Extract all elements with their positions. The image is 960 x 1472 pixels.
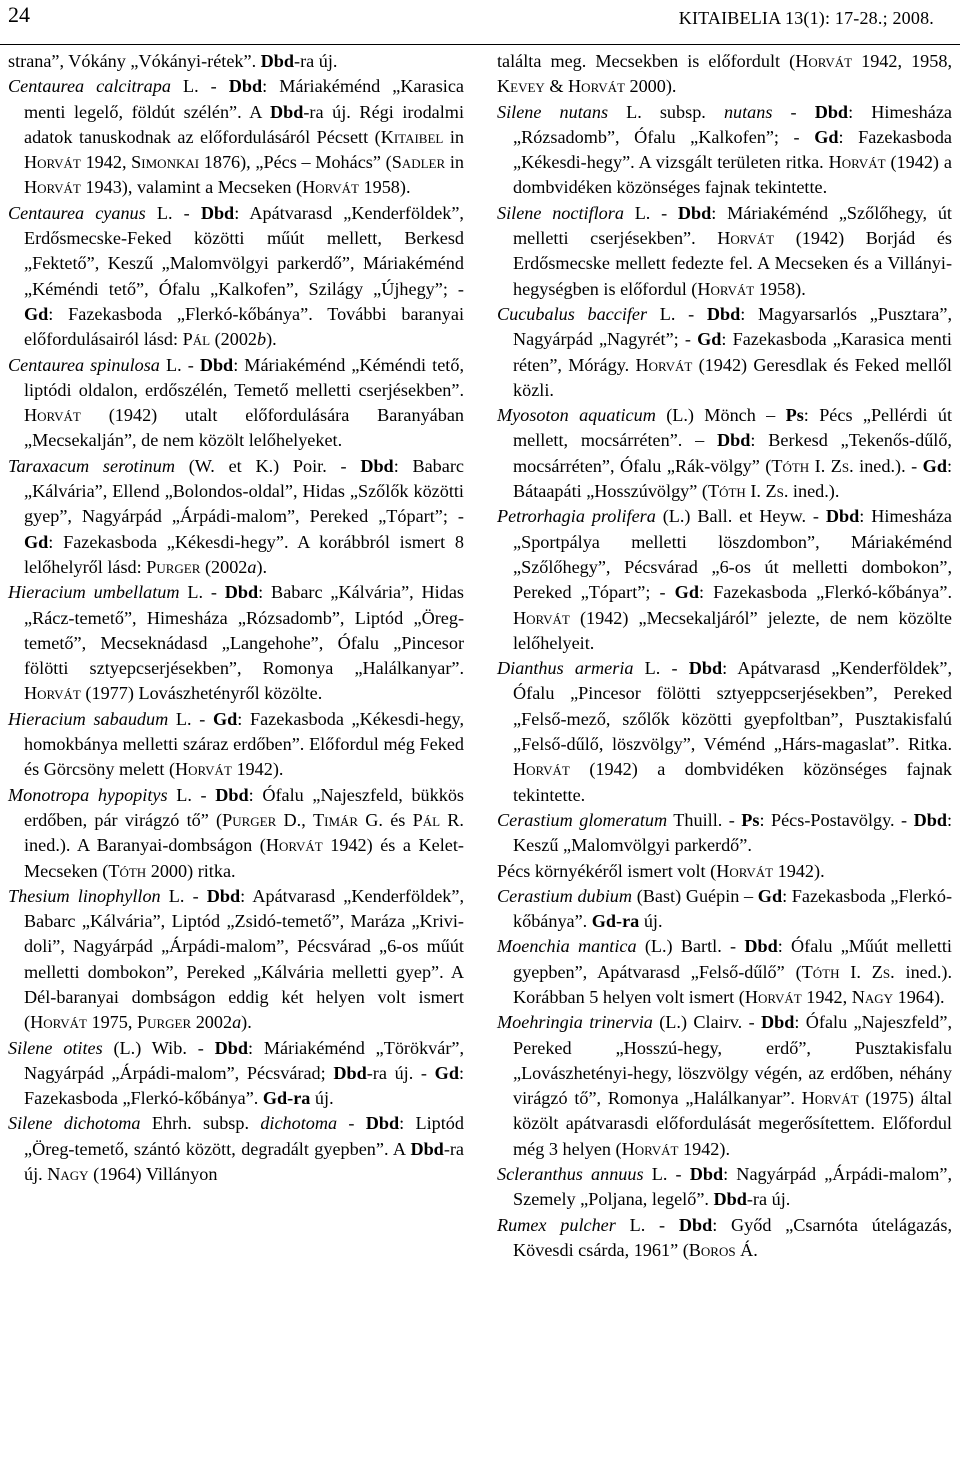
small-caps-name: Kitaibel [380, 126, 444, 147]
small-caps-name: Horvát [513, 607, 570, 628]
entry-text: 1942) és a Kelet-Mecseken ( [24, 835, 464, 881]
bold-text: Dbd [688, 658, 723, 679]
bold-text: Gd-ra [591, 911, 640, 932]
small-caps-name: Horvát [265, 835, 323, 856]
entry-text: 1942). [773, 860, 825, 881]
entry-text: - [772, 101, 815, 122]
small-caps-name: Zs [830, 455, 850, 476]
entry-text: (Bast) Guépin – [632, 885, 758, 906]
italic-text: Cerastium glomeratum [497, 809, 668, 830]
italic-text: Taraxacum serotinum [8, 455, 175, 476]
entry-text: (2002 [200, 556, 248, 577]
entry-text: L. - [167, 784, 216, 805]
text-paragraph [8, 49, 464, 74]
entry-text: I. [809, 455, 831, 476]
entry-text: - [337, 1113, 366, 1134]
species-entry [497, 656, 952, 808]
entry-text: R. ined.). A Baranyai-dombságon ( [24, 809, 464, 856]
italic-text: Moenchia mantica [497, 936, 637, 957]
bold-text: Dbd [228, 76, 263, 97]
entry-text: strana”, Vókány „Vókányi-rétek”. [8, 51, 261, 71]
entry-text: 1876), „Pécs – Mohács” ( [199, 152, 392, 173]
entry-text: L. - [647, 303, 707, 324]
entry-text: (1942) utalt előfordulására Baranyában „Mecsekalján”, de nem közölt lelőhelyeket. [24, 405, 464, 451]
entry-text: : Máriakéménd „Törökvár”, Nagyárpád „Árpádi-malom”, Pécsvárad; [24, 1037, 465, 1083]
entry-text: L. - [170, 76, 229, 97]
bold-text: Gd [212, 708, 238, 729]
entry-text: . ined.). Korábban 5 helyen volt ismert ( [513, 961, 952, 1007]
bold-text: Gd [674, 582, 699, 603]
bold-text: Dbd [677, 202, 712, 223]
entry-text: I. [745, 481, 766, 502]
italic-text: dichotoma [260, 1113, 338, 1134]
italic-text: Hieracium umbellatum [8, 582, 180, 603]
entry-text: -ra új. [746, 1189, 791, 1210]
bold-text: Gd [814, 126, 839, 147]
bold-text: Dbd [215, 784, 249, 805]
left-column [8, 49, 464, 1187]
species-entry [8, 353, 464, 454]
entry-text: Pécs környékéről ismert volt ( [497, 860, 717, 881]
small-caps-name: Horvát [24, 683, 81, 704]
small-caps-name: Horvát [24, 152, 81, 173]
italic-text: Centaurea spinulosa [8, 354, 160, 375]
entry-text: (L.) Ball. et Heyw. - [655, 506, 826, 527]
entry-text: 1958). [358, 177, 411, 198]
entry-text: (L.) Wib. - [102, 1037, 215, 1058]
species-entry [8, 201, 464, 353]
italic-text: Silene nutans [497, 101, 609, 122]
entry-text: Ehrh. subsp. [140, 1113, 261, 1134]
entry-text: (L.) Bartl. - [636, 936, 745, 957]
entry-text: (1942) Borjád és Erdősmecske mellett fedezte fel. A Mecseken és a Villányi-hegységben is előfordul ( [513, 228, 952, 299]
entry-text: : Ófalu „Najeszfeld, bükkös erdőben, pár virágzó tő” ( [24, 784, 465, 830]
small-caps-name: Kevey [497, 76, 545, 97]
entry-text: : Babarc „Kálvária”, Ellend „Bolondos-oldal”, Hidas „Szőlők közötti gyep”, Nagyárpád „Árpádi-malom”, Pereked „Tópart”; - [24, 455, 464, 527]
entry-text: & [544, 76, 569, 97]
small-caps-name: Timár [313, 809, 359, 830]
species-entry [497, 302, 952, 403]
entry-text: 1958). [754, 278, 806, 299]
bold-text: Dbd [760, 1012, 795, 1033]
species-entry [497, 934, 952, 1010]
entry-text: I. [839, 961, 872, 982]
entry-text: L. - [159, 354, 200, 375]
entry-text: : Nagyárpád „Árpádi-malom”, Szemely „Poljana, legelő”. [513, 1164, 952, 1210]
italic-text: Monotropa hypopitys [8, 784, 168, 805]
entry-text: (1942) a dombvidéken közönséges fajnak tekintette. [513, 152, 952, 198]
species-entry [497, 504, 952, 656]
small-caps-name: Horvát [24, 177, 81, 198]
entry-text: 1964). [893, 986, 945, 1007]
bold-text: Dbd [214, 1037, 248, 1058]
bold-text: Dbd [206, 885, 241, 906]
bold-text: Dbd [410, 1138, 444, 1159]
italic-text: Petrorhagia prolifera [497, 506, 656, 527]
species-entry [497, 1010, 952, 1162]
bold-text: Dbd [224, 582, 259, 603]
entry-text: 1943), valamint a Mecseken ( [80, 177, 303, 198]
entry-text: (2002 [210, 329, 258, 350]
bold-text: Ps [785, 405, 804, 426]
entry-text: (L.) Clairv. - [652, 1012, 761, 1033]
species-entry [497, 1162, 952, 1213]
entry-text: (1942) a dombvidéken közönséges fajnak tekintette. [513, 759, 952, 805]
entry-text: . ined.). [783, 481, 840, 502]
page-header [0, 0, 960, 45]
entry-text: -ra új. - [366, 1062, 435, 1083]
species-entry [8, 580, 464, 706]
small-caps-name: Sadler [391, 152, 446, 173]
page-number: 24 [8, 2, 30, 27]
bold-text: Gd-ra [262, 1088, 311, 1109]
bold-text: Dbd [199, 354, 234, 375]
italic-text: Silene otites [8, 1037, 103, 1058]
entry-text: : Berkesd „Tekenős-dűlő, mocsárréten”, Ófalu „Rák-völgy” ( [513, 430, 952, 476]
small-caps-name: Horvát [697, 278, 755, 299]
bold-text: Dbd [814, 101, 849, 122]
entry-text: : Babarc „Kálvária”, Hidas „Rácz-temető”, Himesháza „Rózsadomb”, Liptód „Öreg-temető”, Mecseknádasd „Langehohe”, Ófalu „Pincesor fölötti sztyepcserjésekben”, Romonya „Halálkanyar”. [24, 582, 464, 679]
species-entry [8, 74, 464, 200]
small-caps-name: Horvát [24, 405, 81, 426]
italic-text: Scleranthus annuus [497, 1164, 644, 1185]
entry-text: : Fazekasboda „Kékesdi-hegy, homokbánya melletti száraz erdőben”. Előfordul még Feked és Görcsöny melett ( [24, 708, 465, 780]
small-caps-name: Purger [136, 1012, 192, 1033]
entry-text: : Fazekasboda „Flerkó-kőbánya”. [24, 1062, 464, 1109]
entry-text: G. és [358, 809, 413, 830]
entry-text: 1942, [801, 986, 852, 1007]
entry-text: (1977) Lovászhetényről közölte. [80, 683, 323, 704]
italic-text: a [232, 1012, 242, 1033]
bold-text: Gd [697, 329, 722, 350]
italic-text: Cerastium dubium [497, 885, 633, 906]
entry-text: : Fazekasboda „Karasica menti réten”, Mórágy. [513, 329, 952, 375]
entry-text: D., [276, 809, 313, 830]
italic-text: Myosoton aquaticum [497, 405, 656, 426]
entry-text: Á. [735, 1239, 758, 1260]
italic-text: Centaurea cyanus [8, 202, 146, 223]
entry-text: új. [639, 911, 663, 932]
species-entry [8, 707, 464, 783]
entry-text: : Magyarsarlós „Pusztara”, Nagyárpád „Nagyrét”; - [513, 303, 952, 350]
bold-text: Dbd [713, 1189, 747, 1210]
small-caps-name: Horvát [175, 759, 232, 780]
bold-text: Ps [741, 809, 760, 830]
species-entry [497, 403, 952, 504]
entry-text: (1964) Villányon [88, 1164, 218, 1185]
entry-text: L. - [168, 708, 213, 729]
entry-text: L. - [179, 582, 225, 603]
entry-text: 1942). [678, 1138, 730, 1159]
entry-text: 2002 [191, 1012, 233, 1033]
entry-text: : Fazekasboda „Flerkó-kőbánya”. További baranyai előfordulásairól lásd: [24, 303, 464, 350]
bold-text: Gd [434, 1062, 459, 1083]
entry-text: találta meg. Mecsekben is előfordult ( [497, 51, 796, 71]
text-paragraph [497, 859, 952, 884]
bold-text: Dbd [200, 202, 235, 223]
italic-text: Silene noctiflora [497, 202, 624, 223]
species-entry [8, 1111, 464, 1187]
bold-text: Dbd [706, 303, 741, 324]
small-caps-name: Horvát [716, 860, 774, 881]
entry-text: ). [256, 556, 268, 577]
bold-text: Dbd [260, 51, 295, 71]
entry-text: in [443, 126, 464, 147]
entry-text: -ra új. Régi irodalmi adatok tanuskodnak az előfordulásáról Pécsett ( [24, 101, 464, 147]
entry-text: : Győd „Csarnóta útelágazás, Kövesdi csárda, 1961” ( [513, 1214, 952, 1260]
italic-text: Thesium linophyllon [8, 885, 161, 906]
small-caps-name: Horvát [828, 152, 886, 173]
entry-text: 1942). [231, 759, 284, 780]
entry-text: . ined.). - [849, 455, 923, 476]
italic-text: Hieracium sabaudum [8, 708, 169, 729]
entry-text: Thuill. - [667, 809, 742, 830]
small-caps-name: Nagy [851, 986, 894, 1007]
entry-text: : Máriakéménd „Kéméndi tető, liptódi oldalon, erdőszélén, Temető melletti cserjésekben”. [24, 354, 464, 400]
small-caps-name: Simonkai [131, 152, 200, 173]
small-caps-name: Purger [222, 809, 277, 830]
entry-text: : Liptód „Öreg-temető, szántó között, degradált gyepben”. A [24, 1113, 464, 1159]
species-entry [8, 1036, 464, 1112]
bold-text: Dbd [333, 1062, 367, 1083]
entry-text: L. - [160, 885, 207, 906]
entry-text: 1975, [86, 1012, 137, 1033]
entry-text: : Fazekasboda „Kékesdi-hegy”. A korábbról ismert 8 lelőhelyről lásd: [24, 531, 464, 577]
entry-text: : Fazekasboda „Flerkó-kőbánya”. [513, 885, 952, 932]
entry-text: (L.) Mönch – [655, 405, 786, 426]
italic-text: Rumex pulcher [497, 1214, 616, 1235]
entry-text: : Keszű „Malomvölgyi parkerdő”. [513, 809, 953, 856]
entry-text: (W. et K.) Poir. - [175, 455, 361, 476]
small-caps-name: Zs [871, 961, 891, 982]
small-caps-name: Tóth [771, 455, 810, 476]
entry-text: L. - [623, 202, 678, 223]
entry-text: : Fazekasboda „Kékesdi-hegy”. A vizsgált területen ritka. [513, 126, 953, 173]
italic-text: Moehringia trinervia [497, 1012, 653, 1033]
entry-text: : Apátvarasd „Kenderföldek”, Babarc „Kálvária”, Liptód „Zsidó-temető”, Maráza „Krivi-doli”, Nagyárpád „Árpádi-malom”, Pécsvárad „6-os műút melletti dombokon”, Pereked „Kálvária melletti gyep”. A Dél-baranyai dombságon eddig két helyen volt ismert ( [24, 885, 464, 1033]
small-caps-name: Nagy [47, 1164, 89, 1185]
small-caps-name: Horvát [513, 759, 570, 780]
entry-text: : Himesháza „Sportpálya melletti löszdombon”, Máriakéménd „Szőlőhegy”, Pécsvárad „6-os út melletti dombokon”, Pereked „Tópart”; - [513, 506, 952, 603]
text-paragraph [497, 49, 952, 100]
entry-text: : Pécs-Postavölgy. - [759, 809, 914, 830]
entry-text: (1942) Geresdlak és Feked mellől közli. [513, 354, 952, 400]
italic-text: nutans [723, 101, 773, 122]
journal-reference: KITAIBELIA 13(1): 17-28.; 2008. [678, 8, 934, 28]
entry-text: új. [310, 1088, 334, 1109]
small-caps-name: Pál [182, 329, 211, 350]
right-column [497, 49, 952, 1263]
species-entry [497, 884, 952, 935]
entry-text: : Ófalu „Najeszfeld”, Pereked „Hosszú-hegy, erdő”, Pusztakisfalu „Lovászhetényi-hegy, löszvölgy végén, az erdőben, néhány virágzó tő”, Romonya „Halálkanyar”. [513, 1012, 952, 1109]
small-caps-name: Horvát [801, 1088, 859, 1109]
bold-text: Dbd [360, 455, 394, 476]
entry-text: L. subsp. [608, 101, 724, 122]
entry-text: : Himesháza „Rózsadomb”, Ófalu „Kalkofen”; - [513, 101, 952, 147]
species-entry [497, 201, 952, 302]
bold-text: Gd [922, 455, 947, 476]
species-entry [8, 884, 464, 1036]
bold-text: Gd [757, 885, 783, 906]
entry-text: 2000). [624, 76, 677, 97]
italic-text: b [257, 329, 267, 350]
entry-text: : Bátaapáti „Hosszúvölgy” ( [513, 455, 952, 502]
species-entry [497, 1213, 952, 1264]
small-caps-name: Horvát [744, 986, 802, 1007]
bold-text: Dbd [270, 101, 304, 122]
small-caps-name: Horvát [621, 1138, 679, 1159]
entry-text: : Máriakéménd „Karasica menti legelő, földút szélén”. A [24, 76, 464, 122]
entry-text: (1942) „Mecsekaljáról” jelezte, de nem közölte lelőhelyeit. [513, 607, 952, 653]
small-caps-name: Tóth [801, 961, 840, 982]
small-caps-name: Zs [765, 481, 784, 502]
species-entry [8, 783, 464, 884]
entry-text: ). [241, 1012, 252, 1033]
entry-text: : Pécs „Pellérdi út mellett, mocsárréten”. – [513, 405, 952, 451]
entry-text: : Apátvarasd „Kenderföldek”, Ófalu „Pincesor fölötti sztyeppcserjésekben”, Pereked „Felső-mező, szőlők közötti gyepfoltban”, Pusztakisfalú „Felső-dűlő, löszvölgy”, Véménd „Hárs-magaslat”. Ritka. [513, 658, 953, 755]
italic-text: Dianthus armeria [497, 658, 634, 679]
small-caps-name: Pál [412, 809, 441, 830]
entry-text: 2000) ritka. [146, 860, 236, 881]
bold-text: Dbd [825, 506, 860, 527]
entry-text: : Máriakéménd „Szőlőhegy, út melletti cserjésekben”. [513, 202, 952, 249]
italic-text: Centaurea calcitrapa [8, 76, 171, 97]
bold-text: Gd [24, 531, 49, 552]
entry-text: : Fazekasboda „Flerkó-kőbánya”. [698, 582, 952, 603]
entry-text: -ra új. [294, 51, 338, 71]
entry-text: L. - [615, 1214, 679, 1235]
species-entry [497, 808, 952, 859]
small-caps-name: Horvát [717, 228, 775, 249]
entry-text: L. - [643, 1164, 690, 1185]
bold-text: Dbd [717, 430, 751, 451]
bold-text: Dbd [678, 1214, 713, 1235]
italic-text: Silene dichotoma [8, 1113, 141, 1134]
entry-text: L. - [145, 202, 201, 223]
small-caps-name: Horvát [30, 1012, 87, 1033]
entry-text: 1942, 1958, [852, 51, 952, 71]
entry-text: -ra új. [24, 1138, 464, 1185]
small-caps-name: Horvát [302, 177, 359, 198]
entry-text: 1942, [80, 152, 132, 173]
italic-text: Cucubalus baccifer [497, 303, 648, 324]
entry-text: : Ófalu „Műút melletti gyepben”, Apátvarasd „Felső-dűlő” ( [513, 936, 952, 982]
entry-text: L. - [633, 658, 689, 679]
small-caps-name: Boros [688, 1239, 736, 1260]
bold-text: Dbd [365, 1113, 400, 1134]
small-caps-name: Tóth [707, 481, 746, 502]
small-caps-name: Horvát [568, 76, 625, 97]
bold-text: Dbd [913, 809, 947, 830]
small-caps-name: Tóth [108, 860, 147, 881]
small-caps-name: Horvát [795, 51, 853, 71]
entry-text: ). [266, 329, 277, 350]
entry-text: in [445, 152, 464, 173]
species-entry [8, 454, 464, 580]
small-caps-name: Horvát [635, 354, 693, 375]
bold-text: Gd [24, 303, 49, 324]
italic-text: a [247, 556, 257, 577]
small-caps-name: Purger [146, 556, 201, 577]
bold-text: Dbd [744, 936, 778, 957]
entry-text: (1975) által közölt apátvarasdi előfordulását megerősítettem. Előfordul még 3 helyen ( [513, 1088, 952, 1159]
bold-text: Dbd [689, 1164, 724, 1185]
species-entry [497, 100, 952, 201]
entry-text: : Apátvarasd „Kenderföldek”, Erdősmecske-Feked közötti műút mellett, Berkesd „Fektető”, Keszű „Malomvölgyi parkerdő”, Máriakéménd „Kéméndi tető”, Ófalu „Kalkofen”, Szilágy „Újhegy”; - [24, 202, 464, 299]
